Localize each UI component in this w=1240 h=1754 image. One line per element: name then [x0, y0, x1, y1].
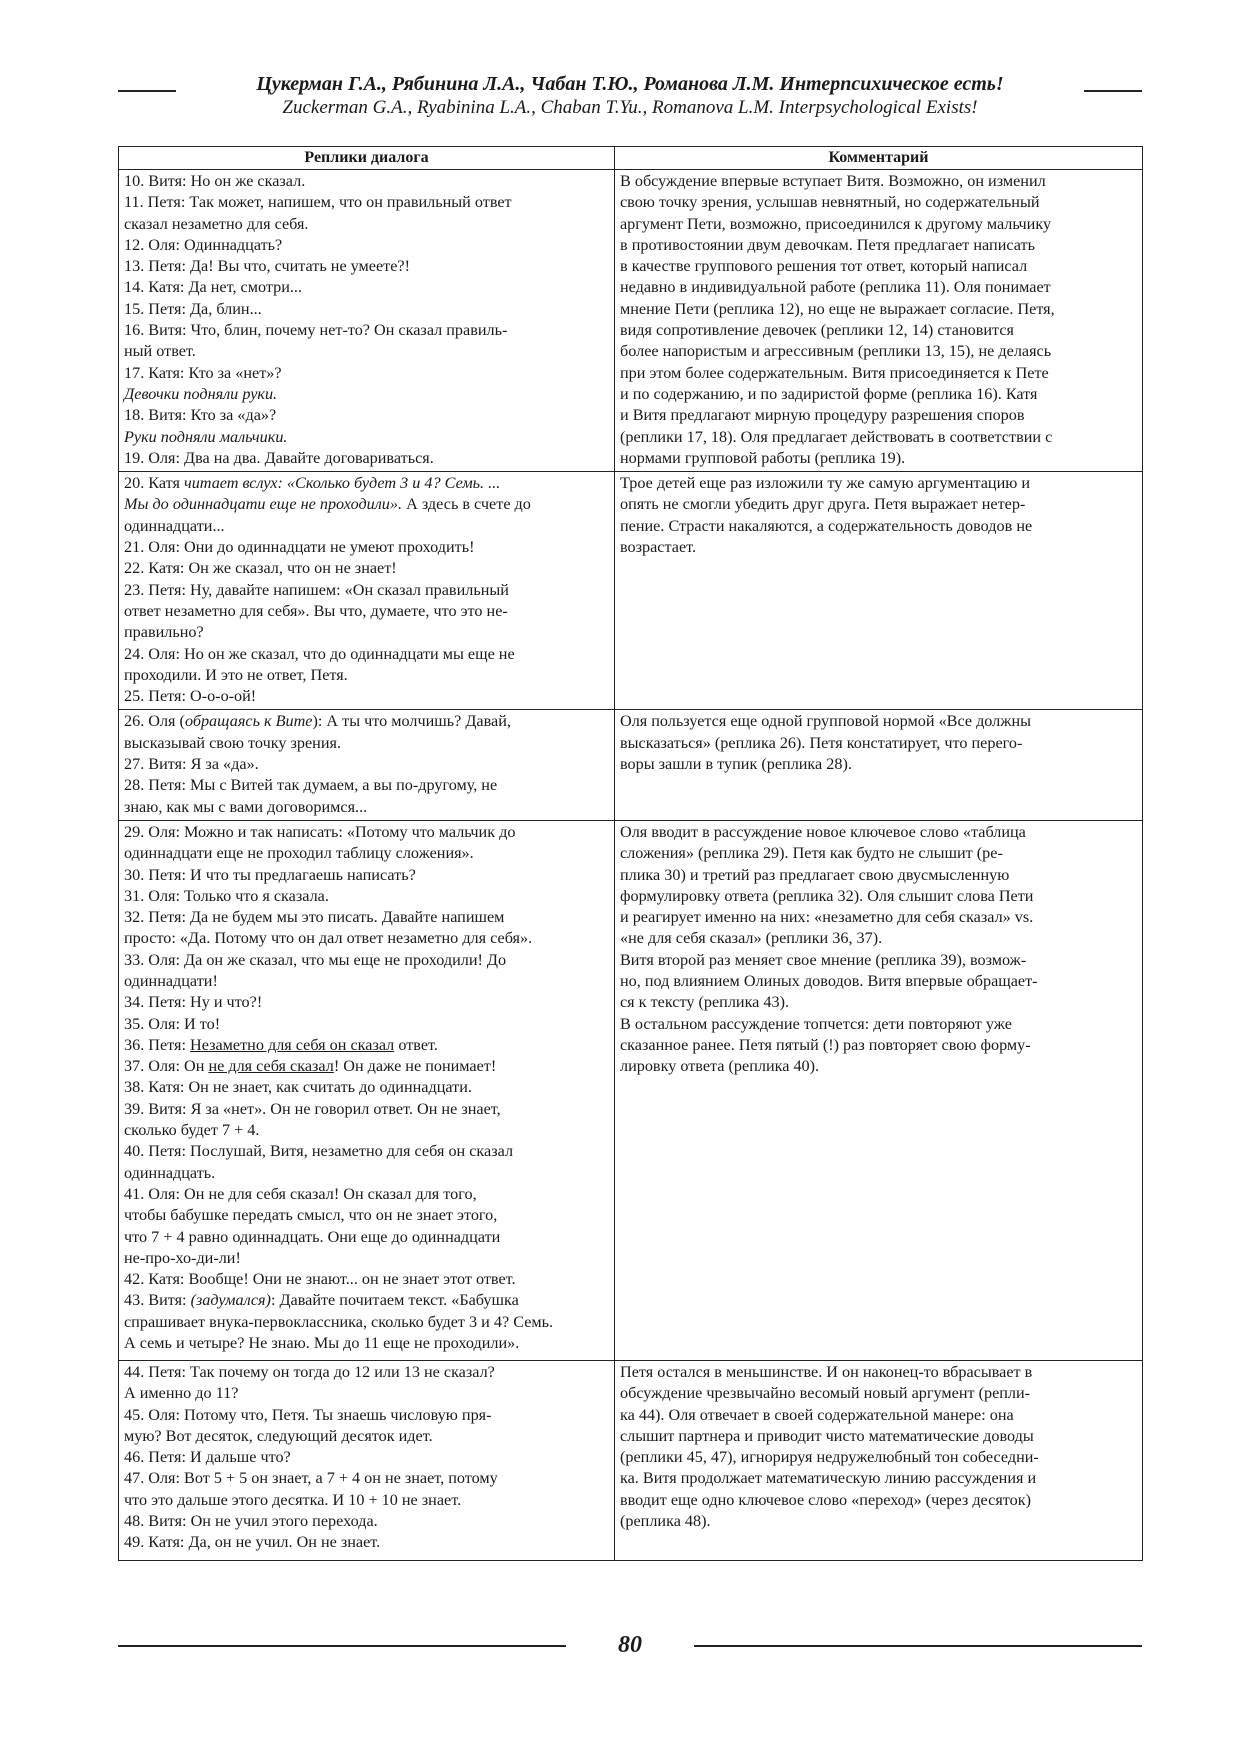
comment-line: и реагирует именно на них: «незаметно для себя сказал» vs.	[620, 908, 1034, 927]
dialog-line	[124, 494, 610, 515]
comment-line: сказанное ранее. Петя пятый (!) раз повторяет свою форму-	[620, 1035, 1031, 1054]
comment-line: Петя остался в меньшинстве. И он наконец-то вбрасывает в	[620, 1362, 1033, 1381]
comment-line: сложения» (реплика 29). Петя как будто не слышит (ре-	[620, 844, 1003, 863]
dialog-line	[124, 1056, 610, 1077]
dialog-line: чтобы бабушке передать смысл, что он не знает этого,	[124, 1206, 498, 1225]
table-row	[119, 1360, 1143, 1560]
dialog-line: 40. Петя: Послушай, Витя, незаметно для себя он сказал	[124, 1142, 514, 1161]
dialog-line: не-про-хо-ди-ли!	[124, 1248, 241, 1267]
comment-cell	[615, 710, 1143, 820]
dialog-cell	[119, 820, 615, 1360]
speaker-text: 20. Катя	[124, 474, 184, 493]
dialog-line: 47. Оля: Вот 5 + 5 он знает, а 7 + 4 он не знает, потому	[124, 1469, 498, 1488]
dialog-line: 31. Оля: Только что я сказала.	[124, 886, 329, 905]
dialog-line: одиннадцать.	[124, 1163, 216, 1182]
dialog-line: проходили. И это не ответ, Петя.	[124, 665, 348, 684]
dialog-line: правильно?	[124, 623, 204, 642]
dialog-line: 49. Катя: Да, он не учил. Он не знает.	[124, 1533, 381, 1552]
dialog-line: 22. Катя: Он же сказал, что он не знает!	[124, 559, 397, 578]
comment-cell	[615, 472, 1143, 710]
comment-line: обсуждение чрезвычайно весомый новый аргумент (репли-	[620, 1384, 1031, 1403]
dialog-line	[124, 473, 610, 494]
dialog-line: 13. Петя: Да! Вы что, считать не умеете?!	[124, 257, 411, 276]
comment-line: мнение Пети (реплика 12), но еще не выражает согласие. Петя,	[620, 299, 1055, 318]
dialog-line: А именно до 11?	[124, 1384, 239, 1403]
dialog-line: 42. Катя: Вообще! Они не знают... он не знает этот ответ.	[124, 1270, 516, 1289]
comment-line: но, под влиянием Олиных доводов. Витя впервые обращает-	[620, 971, 1038, 990]
running-header	[118, 68, 1142, 124]
dialog-line: 44. Петя: Так почему он тогда до 12 или 13 не сказал?	[124, 1362, 495, 1381]
speaker-text: А здесь в счете до	[402, 495, 531, 514]
header-authors-ru: Цукерман Г.А., Рябинина Л.А., Чабан Т.Ю., Романова Л.М. Интерпсихическое есть!	[256, 73, 1004, 95]
dialog-line: одиннадцати еще не проходил таблицу сложения».	[124, 844, 474, 863]
table-row	[119, 472, 1143, 710]
dialog-line: 12. Оля: Одиннадцать?	[124, 235, 283, 254]
comment-line: воры зашли в тупик (реплика 28).	[620, 755, 852, 774]
dialog-line: 39. Витя: Я за «нет». Он не говорил ответ. Он не знает,	[124, 1099, 501, 1118]
comment-cell	[615, 170, 1143, 472]
comment-line: плика 30) и третий раз предлагает свою двусмысленную	[620, 865, 1010, 884]
dialog-line: ный ответ.	[124, 342, 196, 361]
dialog-line: 32. Петя: Да не будем мы это писать. Давайте напишем	[124, 908, 505, 927]
dialog-line: 11. Петя: Так может, напишем, что он правильный ответ	[124, 193, 512, 212]
comment-cell	[615, 820, 1143, 1360]
header-authors-en: Zuckerman G.A., Ryabinina L.A., Chaban T.Yu., Romanova L.M. Interpsychological Exists!	[282, 97, 978, 118]
comment-line: (реплики 45, 47), игнорируя недружелюбный тон собеседни-	[620, 1448, 1039, 1467]
dialog-line	[124, 711, 610, 732]
dialog-line: 25. Петя: О-о-о-ой!	[124, 687, 257, 706]
table-row	[119, 820, 1143, 1360]
comment-line: вводит еще одно ключевое слово «переход» (через десяток)	[620, 1490, 1031, 1509]
speaker-text: 43. Витя:	[124, 1291, 191, 1310]
dialog-line: 27. Витя: Я за «да».	[124, 755, 259, 774]
dialog-line: 14. Катя: Да нет, смотри...	[124, 278, 303, 297]
table-row	[119, 710, 1143, 820]
stage-direction: Руки подняли мальчики.	[124, 427, 288, 446]
comment-line: формулировку ответа (реплика 32). Оля слышит слова Пети	[620, 886, 1034, 905]
dialog-line: 33. Оля: Да он же сказал, что мы еще не проходили! До	[124, 950, 507, 969]
dialog-line: 15. Петя: Да, блин...	[124, 299, 262, 318]
page-footer	[118, 1630, 1142, 1670]
comment-line: пение. Страсти накаляются, а содержательность доводов не	[620, 516, 1033, 535]
dialog-line: что 7 + 4 равно одиннадцать. Они еще до одиннадцати	[124, 1227, 501, 1246]
comment-line: видя сопротивление девочек (реплики 12, 14) становится	[620, 321, 1014, 340]
dialog-line: высказывай свою точку зрения.	[124, 733, 341, 752]
dialog-table	[118, 146, 1143, 1561]
comment-line: слышит партнера и приводит чисто математические доводы	[620, 1426, 1034, 1445]
dialog-line: одиннадцати...	[124, 516, 225, 535]
dialog-line: 29. Оля: Можно и так написать: «Потому что мальчик до	[124, 822, 516, 841]
dialog-line: 28. Петя: Мы с Витей так думаем, а вы по-другому, не	[124, 776, 498, 795]
comment-line: и по содержанию, и по задиристой форме (реплика 16). Катя	[620, 384, 1038, 403]
dialog-line: 45. Оля: Потому что, Петя. Ты знаешь числовую пря-	[124, 1405, 492, 1424]
dialog-line: 16. Витя: Что, блин, почему нет-то? Он сказал правиль-	[124, 321, 508, 340]
comment-line: В обсуждение впервые вступает Витя. Возможно, он изменил	[620, 172, 1046, 190]
dialog-line: 24. Оля: Но он же сказал, что до одиннадцати мы еще не	[124, 644, 515, 663]
footer-rule-left	[118, 1645, 566, 1647]
footer-rule-right	[694, 1645, 1142, 1647]
comment-line: свою точку зрения, услышав невнятный, но содержательный	[620, 193, 1040, 212]
dialog-line: 30. Петя: И что ты предлагаешь написать?	[124, 865, 416, 884]
dialog-line: 48. Витя: Он не учил этого перехода.	[124, 1511, 378, 1530]
dialog-cell	[119, 1360, 615, 1560]
dialog-cell	[119, 170, 615, 472]
comment-line: Оля пользуется еще одной групповой нормой «Все должны	[620, 712, 1031, 731]
dialog-cell	[119, 710, 615, 820]
underlined-phrase: не для себя сказал	[208, 1057, 334, 1076]
dialog-line: знаю, как мы с вами договоримся...	[124, 797, 368, 816]
stage-direction: Девочки подняли руки.	[124, 384, 278, 403]
dialog-line: 46. Петя: И дальше что?	[124, 1448, 291, 1467]
underlined-phrase: Незаметно для себя он сказал	[190, 1035, 395, 1054]
comment-line: в качестве группового решения тот ответ, который написал	[620, 257, 1028, 276]
comment-line: В остальном рассуждение топчется: дети повторяют уже	[620, 1014, 1012, 1033]
dialog-line: 21. Оля: Они до одиннадцати не умеют проходить!	[124, 538, 475, 557]
dialog-line: 19. Оля: Два на два. Давайте договариваться.	[124, 448, 434, 467]
dialog-line: одиннадцати!	[124, 971, 218, 990]
comment-line: лировку ответа (реплика 40).	[620, 1057, 820, 1076]
dialog-line	[124, 1290, 610, 1311]
stage-direction: (задумался)	[190, 1291, 271, 1310]
comment-line: более напористым и агрессивным (реплики 13, 15), не делаясь	[620, 342, 1052, 361]
dialog-line	[124, 1035, 610, 1056]
comment-line: возрастает.	[620, 538, 697, 557]
dialog-line: что это дальше этого десятка. И 10 + 10 не знает.	[124, 1490, 462, 1509]
speaker-text: 37. Оля: Он	[124, 1057, 209, 1076]
stage-direction: читает вслух: «Сколько будет 3 и 4? Семь. ...	[183, 474, 501, 493]
table-header-row	[119, 147, 1143, 170]
dialog-line: спрашивает внука-первоклассника, сколько будет 3 и 4? Семь.	[124, 1312, 554, 1331]
dialog-line: просто: «Да. Потому что он дал ответ незаметно для себя».	[124, 929, 533, 948]
comment-line: «не для себя сказал» (реплики 36, 37).	[620, 929, 883, 948]
dialog-line: сколько будет 7 + 4.	[124, 1121, 260, 1140]
stage-direction: Мы до одиннадцати еще не проходили».	[124, 495, 403, 514]
dialog-line: 18. Витя: Кто за «да»?	[124, 406, 277, 425]
comment-line: при этом более содержательным. Витя присоединяется к Пете	[620, 363, 1049, 382]
comment-cell	[615, 1360, 1143, 1560]
column-header-dialog: Реплики диалога	[119, 147, 615, 170]
header-rule-left	[118, 90, 176, 92]
speaker-text: ответ.	[394, 1035, 438, 1054]
comment-line: недавно в индивидуальной работе (реплика 11). Оля понимает	[620, 278, 1051, 297]
page-number: 80	[618, 1632, 642, 1658]
dialog-cell	[119, 472, 615, 710]
comment-line: Оля вводит в рассуждение новое ключевое слово «таблица	[620, 822, 1026, 841]
dialog-line: 41. Оля: Он не для себя сказал! Он сказал для того,	[124, 1184, 477, 1203]
table-row	[119, 170, 1143, 472]
comment-line: ся к тексту (реплика 43).	[620, 993, 790, 1012]
speaker-text: ! Он даже не понимает!	[333, 1057, 497, 1076]
comment-line: в противостоянии двум девочкам. Петя предлагает написать	[620, 235, 1035, 254]
comment-line: Трое детей еще раз изложили ту же самую аргументацию и	[620, 474, 1031, 493]
dialog-line: 34. Петя: Ну и что?!	[124, 993, 263, 1012]
comment-line: высказаться» (реплика 26). Петя констатирует, что перего-	[620, 733, 1023, 752]
comment-line: и Витя предлагают мирную процедуру разрешения споров	[620, 406, 1025, 425]
header-rule-right	[1084, 90, 1142, 92]
dialog-line: сказал незаметно для себя.	[124, 214, 309, 233]
speaker-text: : Давайте почитаем текст. «Бабушка	[270, 1291, 519, 1310]
dialog-line: мую? Вот десяток, следующий десяток идет.	[124, 1426, 433, 1445]
stage-direction: обращаясь к Вите	[184, 712, 313, 731]
comment-line: (реплика 48).	[620, 1511, 711, 1530]
speaker-text: ): А ты что молчишь? Давай,	[312, 712, 511, 731]
speaker-text: 26. Оля (	[124, 712, 185, 731]
dialog-line: 10. Витя: Но он же сказал.	[124, 172, 306, 190]
comment-line: (реплики 17, 18). Оля предлагает действовать в соответствии с	[620, 427, 1053, 446]
speaker-text: 36. Петя:	[124, 1035, 191, 1054]
comment-line: ка. Витя продолжает математическую линию рассуждения и	[620, 1469, 1037, 1488]
dialog-line: 17. Катя: Кто за «нет»?	[124, 363, 282, 382]
dialog-line: А семь и четыре? Не знаю. Мы до 11 еще не проходили».	[124, 1334, 520, 1353]
dialog-line: ответ незаметно для себя». Вы что, думаете, что это не-	[124, 601, 508, 620]
comment-line: опять не смогли убедить друг друга. Петя выражает нетер-	[620, 495, 1026, 514]
dialog-line: 23. Петя: Ну, давайте напишем: «Он сказал правильный	[124, 580, 509, 599]
column-header-comment: Комментарий	[615, 147, 1143, 170]
comment-line: Витя второй раз меняет свое мнение (реплика 39), возмож-	[620, 950, 1027, 969]
comment-line: ка 44). Оля отвечает в своей содержательной манере: она	[620, 1405, 1014, 1424]
dialog-line: 38. Катя: Он не знает, как считать до одиннадцати.	[124, 1078, 472, 1097]
comment-line: нормами групповой работы (реплика 19).	[620, 448, 906, 467]
dialog-line: 35. Оля: И то!	[124, 1014, 221, 1033]
comment-line: аргумент Пети, возможно, присоединился к другому мальчику	[620, 214, 1052, 233]
